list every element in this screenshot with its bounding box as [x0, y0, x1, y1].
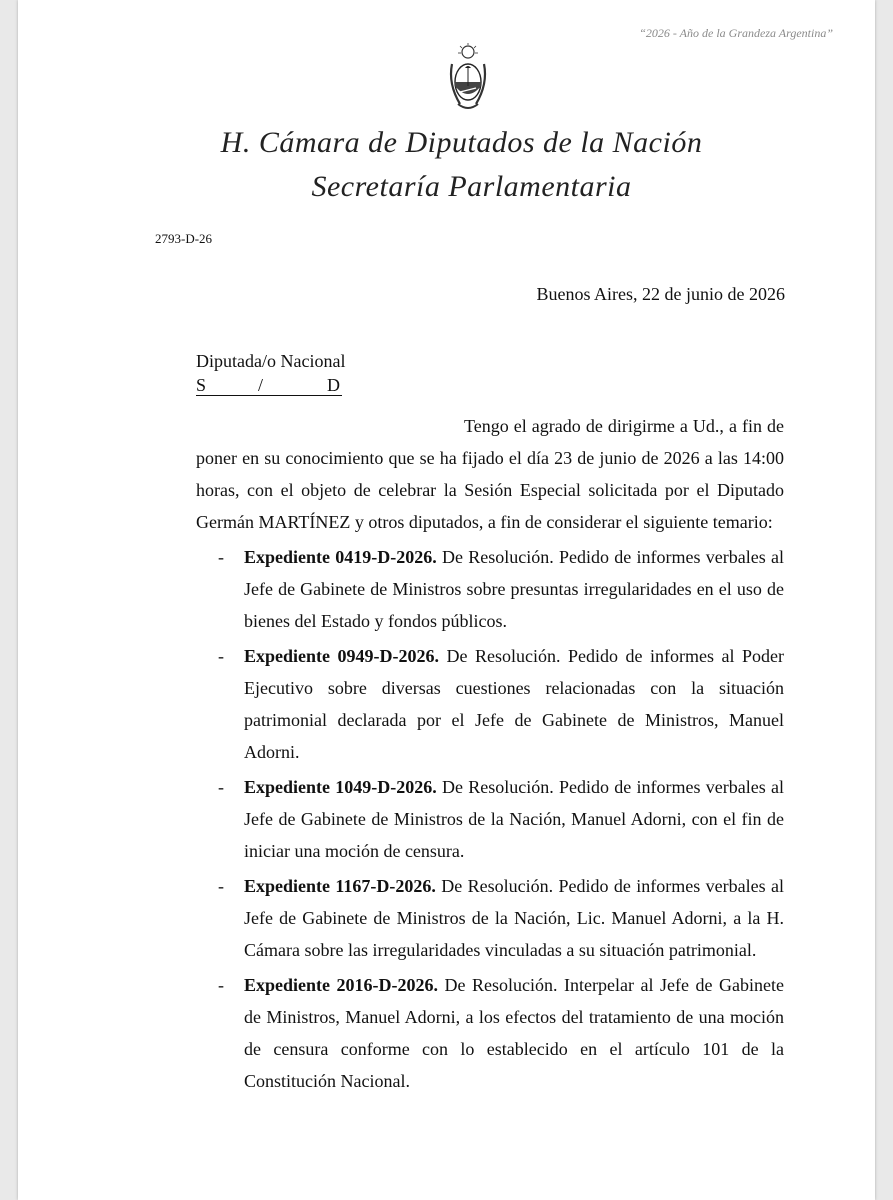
expediente-description: De Resolución. Pedido de informes verbales al Jefe de Gabinete de Ministros de la Nación, Lic. Manuel Adorni, a la H. Cámara sobre las irregularidades vinculadas a su situación patrimonial. — [244, 876, 784, 960]
expediente-number: Expediente 1049-D-2026. — [244, 777, 437, 797]
list-item — [196, 771, 784, 867]
intro-paragraph: Tengo el agrado de dirigirme a Ud., a fin de poner en su conocimiento que se ha fijado el día 23 de junio de 2026 a las 14:00 horas, con el objeto de celebrar la Sesión Especial solicitada por el Diputado Germán MARTÍNEZ y otros diputados, a fin de considerar el siguiente temario: — [196, 416, 784, 532]
expediente-number: Expediente 0949-D-2026. — [244, 646, 439, 666]
list-item — [196, 541, 784, 637]
national-coat-of-arms-icon — [446, 42, 490, 114]
list-dash: - — [218, 975, 224, 995]
expediente-number: Expediente 2016-D-2026. — [244, 975, 439, 995]
list-dash: - — [218, 876, 224, 896]
expediente-number: Expediente 0419-D-2026. — [244, 547, 437, 567]
chamber-title: H. Cámara de Diputados de la Nación — [220, 126, 703, 159]
agenda-list — [196, 541, 784, 1097]
sd-mid: / — [258, 375, 264, 395]
expediente-description: De Resolución. Pedido de informes al Poder Ejecutivo sobre diversas cuestiones relacionadas con la situación patrimonial declarada por el Jefe de Gabinete de Ministros, Manuel Adorni. — [244, 646, 784, 762]
document-date: Buenos Aires, 22 de junio de 2026 — [536, 284, 785, 304]
letter-body — [196, 410, 784, 1097]
list-item — [196, 640, 784, 768]
document-reference: 2793-D-26 — [155, 231, 213, 246]
recipient-title: Diputada/o Nacional — [196, 351, 346, 371]
list-item — [196, 969, 784, 1097]
expediente-description: De Resolución. Interpelar al Jefe de Gabinete de Ministros, Manuel Adorni, a los efectos del tratamiento de una moción de censura conforme con lo establecido en el artículo 101 de la Constitución Nacional. — [244, 975, 784, 1091]
sd-right: D — [327, 375, 340, 395]
list-item — [196, 870, 784, 966]
list-dash: - — [218, 777, 224, 797]
recipient-block — [196, 349, 345, 402]
secretariat-title: Secretaría Parlamentaria — [311, 170, 632, 203]
sd-left: S — [196, 375, 207, 395]
expediente-description: De Resolución. Pedido de informes verbales al Jefe de Gabinete de Ministros sobre presuntas irregularidades en el uso de bienes del Estado y fondos públicos. — [244, 547, 784, 631]
list-dash: - — [218, 646, 224, 666]
sd-underline — [196, 373, 342, 396]
list-dash: - — [218, 547, 224, 567]
year-motto: “2026 - Año de la Grandeza Argentina” — [639, 26, 833, 40]
expediente-number: Expediente 1167-D-2026. — [244, 876, 436, 896]
document-page — [18, 0, 875, 1200]
expediente-description: De Resolución. Pedido de informes verbales al Jefe de Gabinete de Ministros de la Nación, Manuel Adorni, con el fin de iniciar una moción de censura. — [244, 777, 784, 861]
